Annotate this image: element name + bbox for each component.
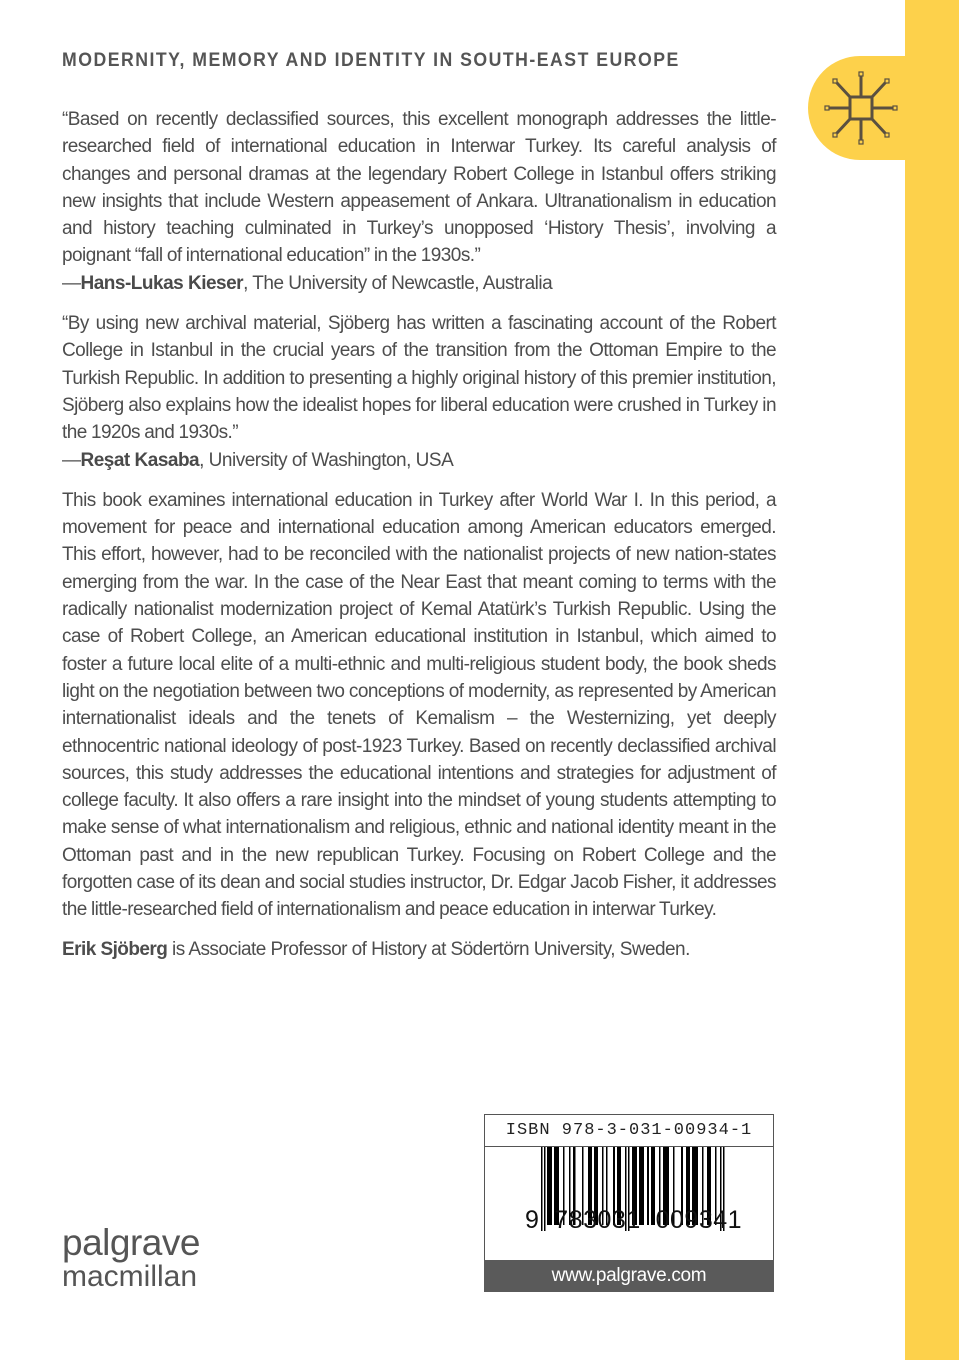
barcode-digits: 9 783031 009341 [525, 1206, 743, 1234]
publisher-logo-line2: macmillan [62, 1260, 198, 1293]
isbn-label: ISBN 978-3-031-00934-1 [485, 1115, 773, 1147]
endorser-name: Reşat Kasaba [80, 449, 200, 471]
endorsement-attribution [62, 270, 776, 297]
circuit-node-icon [821, 68, 901, 148]
author-name: Erik Sjöberg [62, 938, 168, 960]
endorser-affiliation: , The University of Newcastle, Australia [243, 272, 553, 294]
spine-color-band [905, 0, 959, 1360]
publisher-logo-line1: palgrave [62, 1222, 200, 1263]
endorsement-1 [62, 106, 776, 297]
isbn-barcode [484, 1114, 774, 1264]
attribution-dash: — [62, 449, 81, 471]
description-text: This book examines international education in Turkey after World War I. In this period, a movement for peace and international education among American educators emerged. This effort, however, had to be reconciled with the nationalist projects of new nation-states emerging from the war. In the case of the Near East that meant coming to terms with the radically nationalist modernization project of Kemal Atatürk’s Turkish Republic. Using the case of Robert College, an American educational institution in Istanbul, which aimed to foster a future local elite of a multi-ethnic and multi-religious student body, the book sheds light on the negotiation between two conceptions of modernity, as represented by American internationalist ideals and the tenets of Kemalism – the Westernizing, yet deeply ethnocentric national ideology of post-1923 Turkey. Based on recently declassified archival sources, this study addresses the educational intentions and strategies for adjustment of college faculty. It also offers a rare insight into the mindset of young students attempting to make sense of what internationalism and religious, ethnic and national identity meant in the Ottoman past and in the new republican Turkey. Focusing on Robert College and the forgotten case of its dean and social studies instructor, Dr. Edgar Jacob Fisher, it addresses the little-researched field of internationalism and peace education in interwar Turkey. [62, 489, 776, 921]
author-bio [62, 936, 776, 963]
author-bio-text: is Associate Professor of History at Södertörn University, Sweden. [167, 938, 690, 960]
endorsement-2 [62, 310, 776, 474]
book-description [62, 487, 776, 924]
publisher-url: www.palgrave.com [484, 1260, 774, 1292]
back-cover-text [62, 106, 776, 963]
endorsement-quote: “Based on recently declassified sources, this excellent monograph addresses the little-researched field of international education in Interwar Turkey. Its careful analysis of changes and personal dramas at the legendary Robert College in Istanbul offers striking new insights that include Western appeasement of Ankara. Ultranationalism in education and history teaching culminated in Turkey’s unopposed ‘History Thesis’, involving a poignant “fall of international education” in the 1930s.” [62, 109, 776, 267]
publisher-logo [62, 1222, 200, 1294]
endorsement-attribution [62, 447, 776, 474]
series-title: MODERNITY, MEMORY AND IDENTITY IN SOUTH-EAST EUROPE [62, 50, 680, 71]
endorsement-quote: “By using new archival material, Sjöberg has written a fascinating account of the Robert College in Istanbul in the crucial years of the transition from the Ottoman Empire to the Turkish Republic. In addition to presenting a highly original history of this premier institution, Sjöberg also explains how the idealist hopes for liberal education were crushed in Turkey in the 1920s and 1930s.” [62, 313, 776, 444]
endorser-name: Hans-Lukas Kieser [80, 272, 244, 294]
attribution-dash: — [62, 272, 81, 294]
endorser-affiliation: , University of Washington, USA [199, 449, 454, 471]
